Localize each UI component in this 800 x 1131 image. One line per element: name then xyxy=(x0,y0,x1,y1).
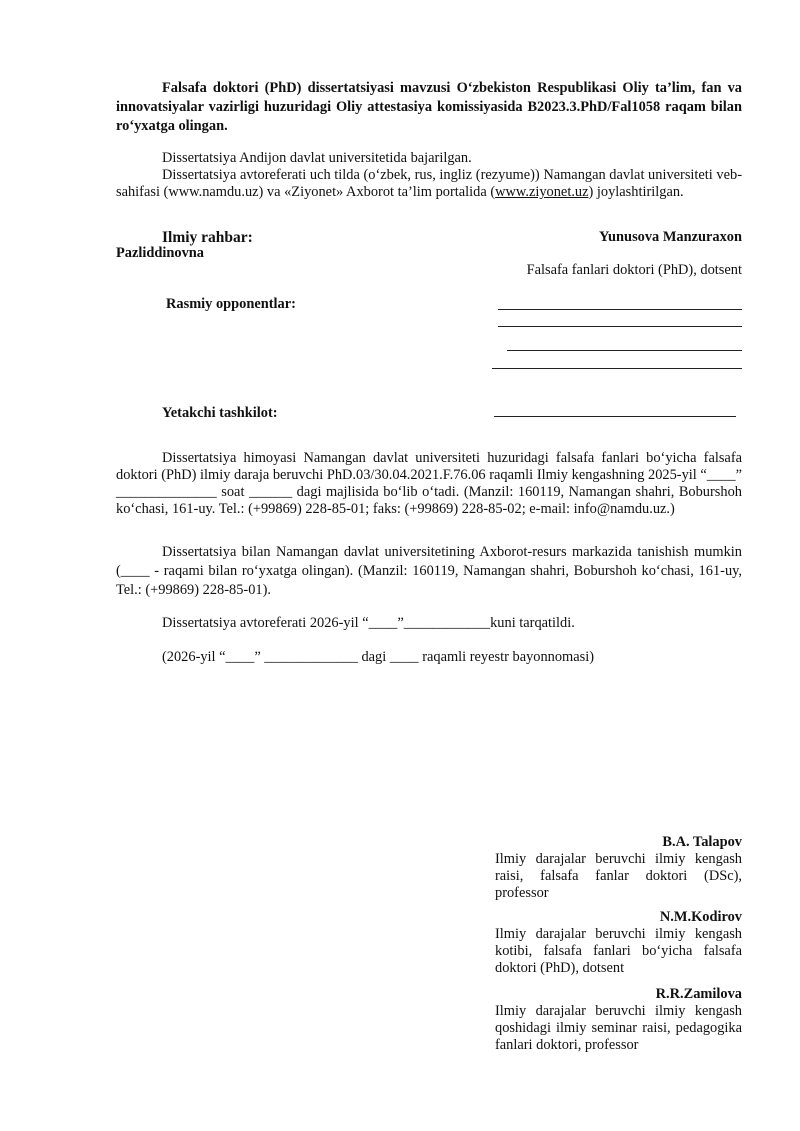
signatory-role: Ilmiy darajalar beruvchi ilmiy kengash kotibi, falsafa fanlari bo‘yicha falsafa doktori (PhD), dotsent xyxy=(495,926,742,976)
registration-paragraph: Falsafa doktori (PhD) dissertatsiyasi mavzusi O‘zbekiston Respublikasi Oliy ta’lim, fan va innovatsiyalar vazirligi huzuridagi Oliy attestasiya komissiyasida B2023.3.PhD/Fal1058 raqam bilan ro‘yxatga olingan. xyxy=(116,80,742,134)
signatory-name: B.A. Talapov xyxy=(662,834,742,850)
registry-line: (2026-yil “____” _____________ dagi ____ raqamli reyestr bayonnomasi) xyxy=(162,649,595,665)
supervisor-label: Ilmiy rahbar: xyxy=(162,229,253,246)
abstract-text-part1: Dissertatsiya avtoreferati uch tilda (o‘zbek, rus, ingliz (rezyume)) Namangan davlat universiteti veb-sahifasi (www.namdu.uz) va «Ziyonet» Axborot ta’lim portalida ( xyxy=(116,167,742,200)
signatory-name: N.M.Kodirov xyxy=(659,909,742,925)
signatory-role: Ilmiy darajalar beruvchi ilmiy kengash raisi, falsafa fanlar doktori (DSc), professor xyxy=(495,851,742,901)
signatory-role: Ilmiy darajalar beruvchi ilmiy kengash qoshidagi ilmiy seminar raisi, pedagogika fanlari doktori, professor xyxy=(495,1003,742,1053)
supervisor-name-continuation: Pazliddinovna xyxy=(116,245,204,261)
opponent-blank-line-3 xyxy=(507,350,742,351)
signatory-block-3 xyxy=(495,986,742,1054)
signatory-name: R.R.Zamilova xyxy=(655,986,742,1002)
library-paragraph: Dissertatsiya bilan Namangan davlat universitetining Axborot-resurs markazida tanishish mumkin (____ - raqami bilan ro‘yxatga olingan). (Manzil: 160119, Namangan shahri, Boburshoh ko‘chasi, 161-uy, Tel.: (+99869) 228-85-01). xyxy=(116,544,742,598)
opponents-label: Rasmiy opponentlar: xyxy=(166,296,296,312)
leading-organization-blank-line xyxy=(494,416,736,417)
supervisor-name: Yunusova Manzuraxon xyxy=(598,229,742,245)
defense-paragraph: Dissertatsiya himoyasi Namangan davlat universiteti huzuridagi falsafa fanlari bo‘yicha falsafa doktori (PhD) ilmiy daraja beruvchi PhD.03/30.04.2021.F.76.06 raqamli Ilmiy kengashning 2025-yil “____” ______________ soat ______ dagi majlisida bo‘lib o‘tadi. (Manzil: 160119, Namangan shahri, Bobursho‌h ko‘chasi, 161-uy. Tel.: (+99869) 228-85-01; faks: (+99869) 228-85-02; e-mail: info@namdu.uz.) xyxy=(116,450,742,517)
opponent-blank-line-2 xyxy=(498,326,742,327)
signatory-block-1 xyxy=(495,834,742,902)
abstract-text-part2: ) joylashtirilgan. xyxy=(588,184,684,200)
opponent-blank-line-1 xyxy=(498,309,742,310)
abstract-placement-text xyxy=(116,167,742,201)
signatory-block-2 xyxy=(495,909,742,977)
ziyonet-link[interactable]: www.ziyonet.uz xyxy=(495,184,589,200)
supervisor-title: Falsafa fanlari doktori (PhD), dotsent xyxy=(526,262,742,278)
leading-organization-label: Yetakchi tashkilot: xyxy=(162,405,278,421)
opponent-blank-line-4 xyxy=(492,368,742,369)
distribution-line: Dissertatsiya avtoreferati 2026-yil “____”____________kuni tarqatildi. xyxy=(162,615,575,631)
performed-at-text: Dissertatsiya Andijon davlat universitetida bajarilgan. xyxy=(162,150,472,166)
